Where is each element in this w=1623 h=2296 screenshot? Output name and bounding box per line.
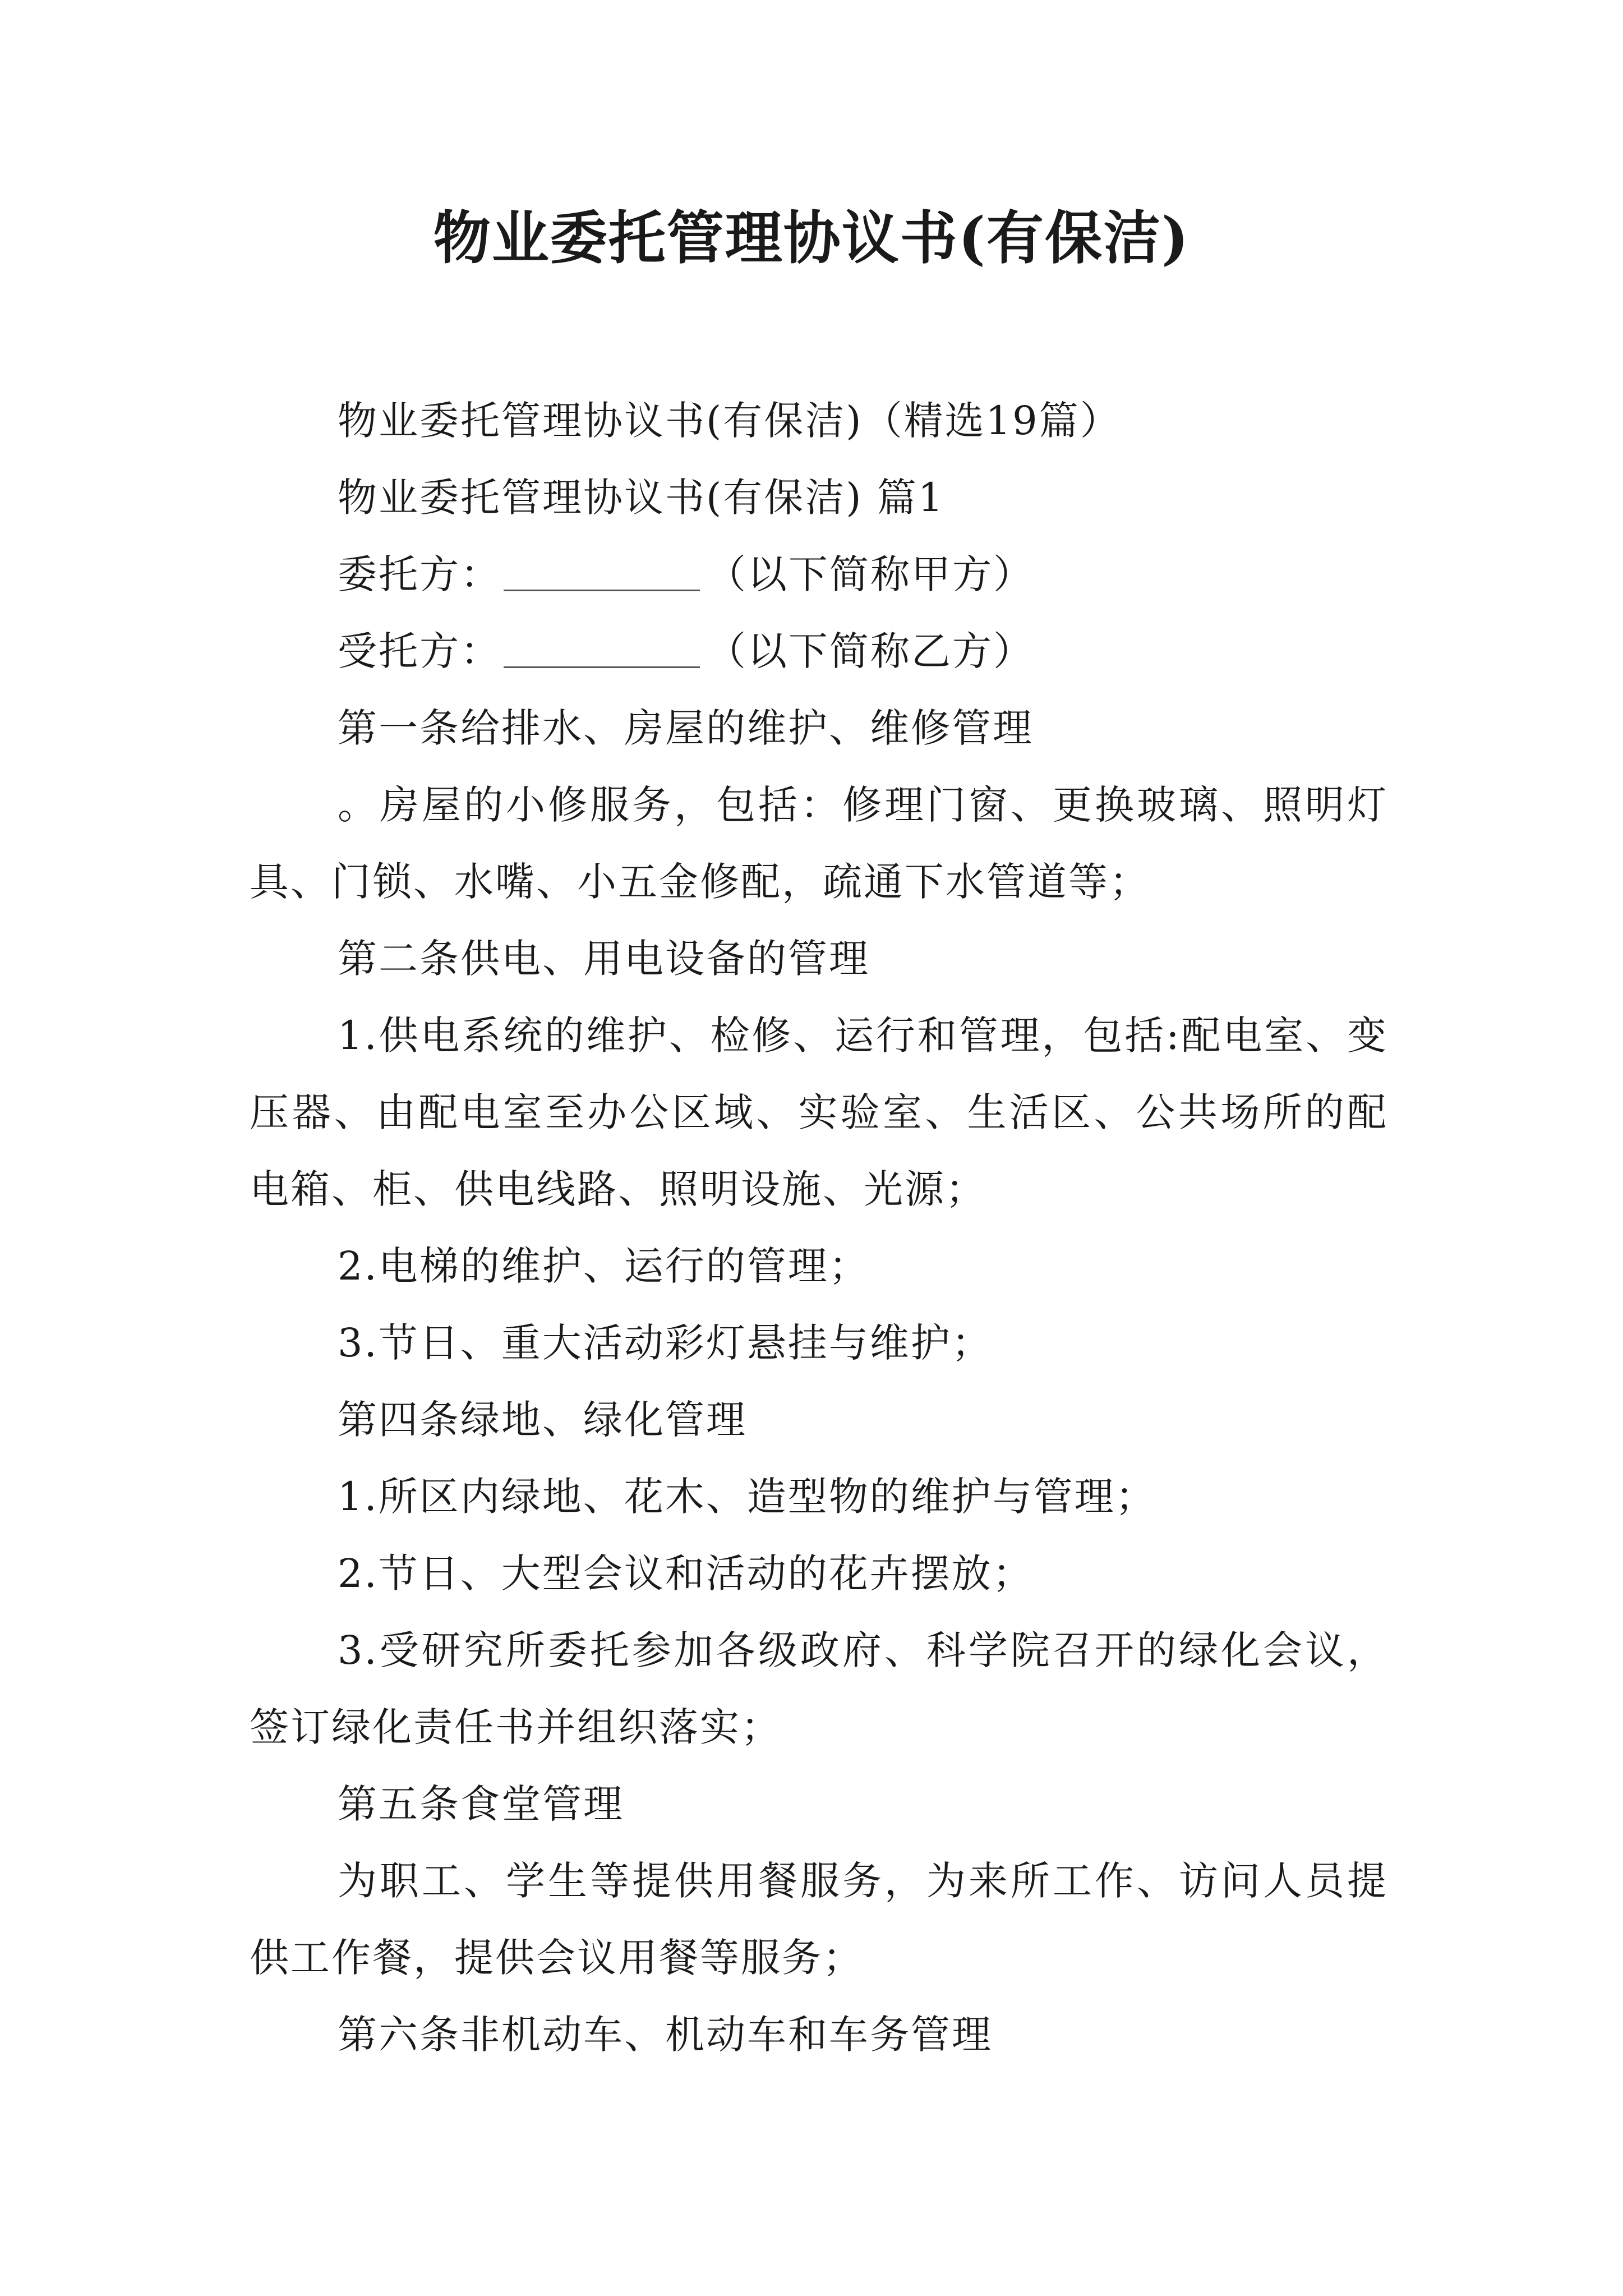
paragraph: 3.受研究所委托参加各级政府、科学院召开的绿化会议，签订绿化责任书并组织落实；	[250, 1627, 1388, 1750]
paragraph: 第五条食堂管理	[338, 1781, 624, 1827]
paragraph: 第一条给排水、房屋的维护、维修管理	[338, 705, 1034, 751]
section-heading: 物业委托管理协议书(有保洁) 篇1	[338, 475, 945, 521]
paragraph: 3.节日、重大活动彩灯悬挂与维护；	[338, 1320, 993, 1366]
agent-label: 受托方：	[338, 628, 501, 674]
principal-suffix: （以下简称甲方）	[707, 551, 1034, 597]
principal-label: 委托方：	[338, 551, 501, 597]
agent-line	[250, 613, 1388, 690]
principal-line	[250, 536, 1388, 613]
document-title: 物业委托管理协议书(有保洁)	[433, 205, 1190, 272]
document-body	[250, 383, 1388, 2073]
paragraph: 2.节日、大型会议和活动的花卉摆放；	[338, 1550, 1034, 1596]
paragraph: 2.电梯的维护、运行的管理；	[338, 1243, 870, 1289]
document-subtitle: 物业委托管理协议书(有保洁)（精选19篇）	[338, 398, 1121, 444]
paragraph: 第四条绿地、绿化管理	[338, 1397, 747, 1443]
agent-blank-line	[504, 627, 700, 668]
agent-suffix: （以下简称乙方）	[707, 628, 1034, 674]
principal-blank-line	[504, 550, 700, 591]
paragraph: 第二条供电、用电设备的管理	[338, 936, 870, 982]
paragraph: 1.所区内绿地、花木、造型物的维护与管理；	[338, 1474, 1156, 1520]
paragraph: 为职工、学生等提供用餐服务，为来所工作、访问人员提供工作餐，提供会议用餐等服务；	[250, 1858, 1388, 1981]
paragraph: 。房屋的小修服务，包括：修理门窗、更换玻璃、照明灯具、门锁、水嘴、小五金修配，疏通下水管道等；	[250, 782, 1388, 905]
paragraph: 1.供电系统的维护、检修、运行和管理，包括:配电室、变压器、由配电室至办公区域、实验室、生活区、公共场所的配电箱、柜、供电线路、照明设施、光源；	[250, 1013, 1388, 1212]
paragraph: 第六条非机动车、机动车和车务管理	[338, 2012, 993, 2058]
